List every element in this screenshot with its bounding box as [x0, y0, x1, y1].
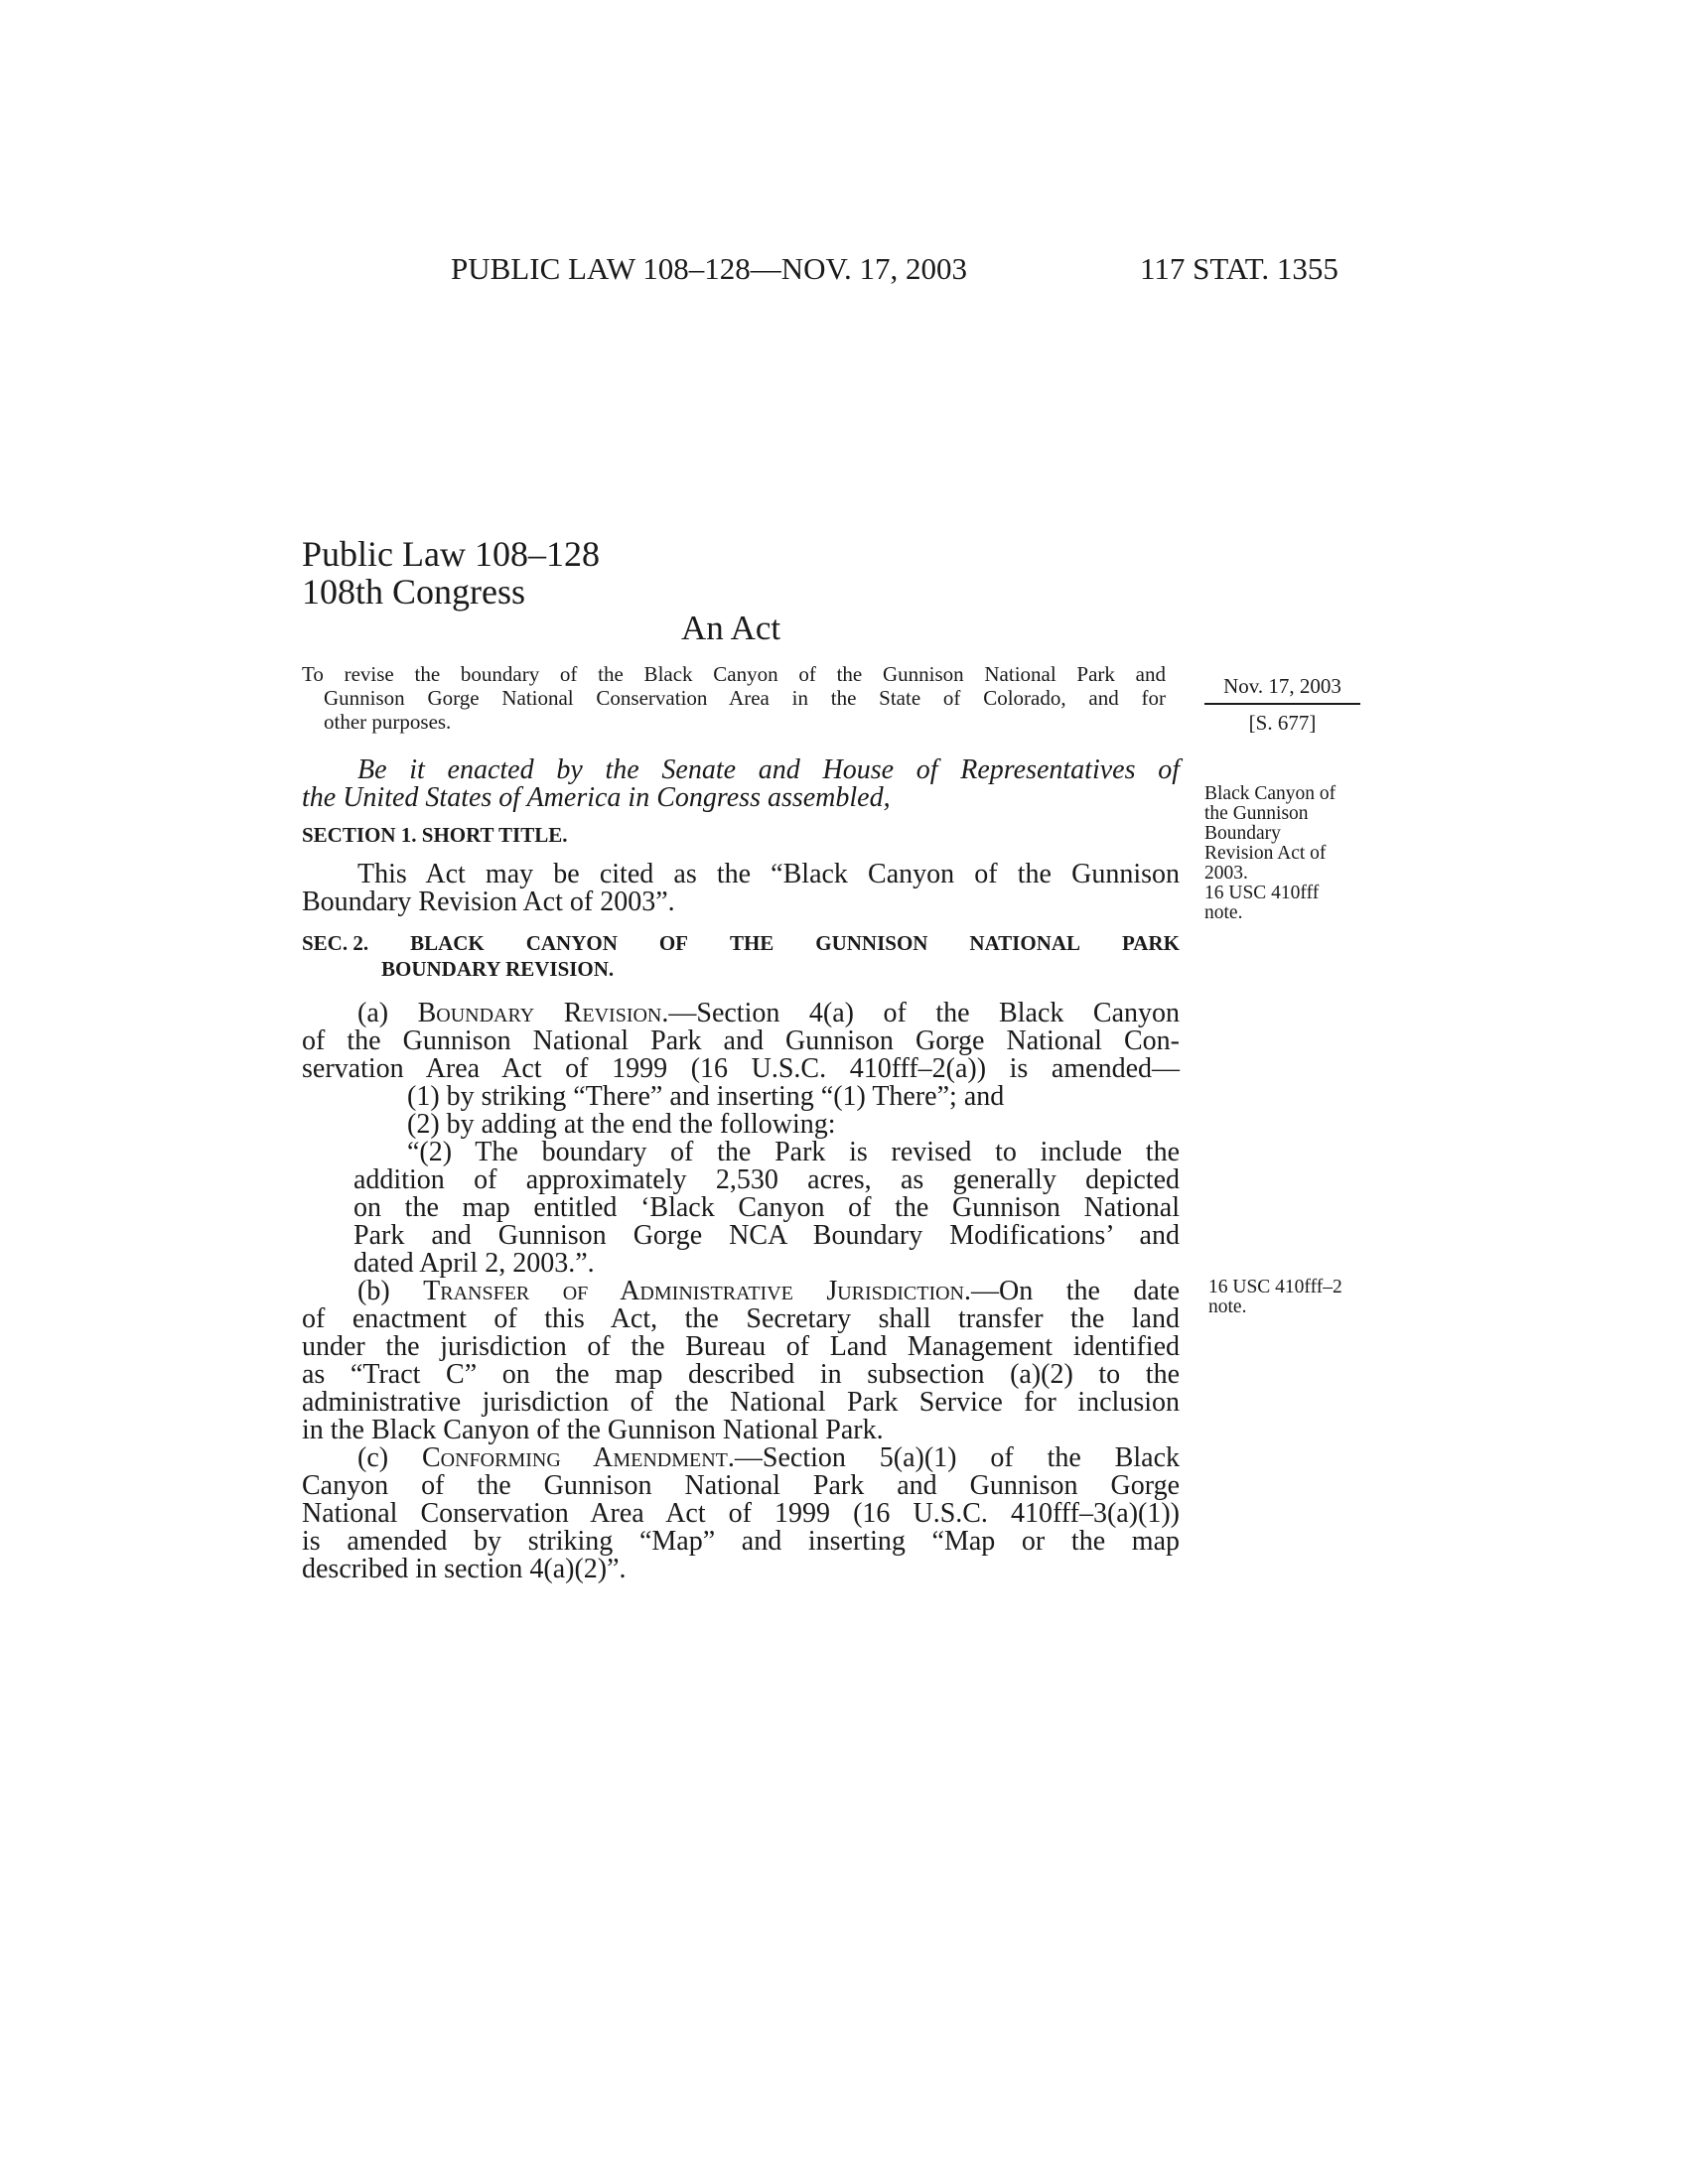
subsection-c-line: National Conservation Area Act of 1999 (16 U.S.C. 410fff–3(a)(1)) [302, 1498, 1180, 1529]
act-purpose [302, 662, 1166, 734]
subsection-a-label: (a) [357, 998, 418, 1028]
approval-date: Nov. 17, 2003 [1204, 674, 1360, 705]
subsection-b-line: administrative jurisdiction of the National Park Service for inclusion [302, 1387, 1180, 1418]
heading-word: THE [729, 931, 774, 955]
quoted-text-line: “(2) The boundary of the Park is revised to include the [407, 1137, 1180, 1167]
subsection-a-line: of the Gunnison National Park and Gunnison Gorge National Con- [302, 1025, 1180, 1056]
margin-note-line: 16 USC 410fff–2 [1208, 1277, 1342, 1297]
section-1-line: This Act may be cited as the “Black Canyon of the Gunnison [357, 859, 1180, 889]
heading-word: CANYON [525, 931, 618, 955]
subsection-b-text: .—On the date [964, 1276, 1181, 1306]
section-2-heading-cont: BOUNDARY REVISION. [381, 957, 615, 981]
subsection-b-first-line [302, 1278, 1180, 1305]
item-1: (1) by striking “There” and inserting “(1) There”; and [407, 1081, 1005, 1112]
subsection-c-first-line [302, 1444, 1180, 1472]
margin-note-line: note. [1204, 902, 1243, 923]
subsection-c-label: (c) [357, 1442, 422, 1473]
public-law-number: Public Law 108–128 [302, 534, 600, 574]
subsection-b-line: in the Black Canyon of the Gunnison National Park. [302, 1415, 884, 1445]
subsection-c-heading: Conforming Amendment [421, 1442, 728, 1473]
heading-word: NATIONAL [969, 931, 1081, 955]
margin-note-line: Black Canyon of [1204, 783, 1336, 804]
purpose-line: other purposes. [324, 710, 452, 734]
subsection-b-line: as “Tract C” on the map described in subsection (a)(2) to the [302, 1359, 1180, 1390]
quoted-text-line: addition of approximately 2,530 acres, as generally depicted [353, 1164, 1180, 1195]
heading-word: BLACK [410, 931, 485, 955]
margin-note-line: note. [1208, 1297, 1247, 1317]
section-1-line: Boundary Revision Act of 2003”. [302, 887, 675, 917]
section-2-body [302, 1000, 1180, 1583]
subsection-c-line: described in section 4(a)(2)”. [302, 1554, 627, 1584]
enacting-clause [302, 756, 1180, 812]
quoted-text-line: on the map entitled ‘Black Canyon of the Gunnison National [353, 1192, 1180, 1223]
subsection-b-line: under the jurisdiction of the Bureau of Land Management identified [302, 1331, 1180, 1362]
heading-word: OF [658, 931, 688, 955]
heading-word: PARK [1121, 931, 1180, 955]
margin-note-line: Boundary [1204, 823, 1281, 844]
heading-word: SEC. 2. [302, 931, 369, 955]
enacting-line: the United States of America in Congress assembled, [302, 782, 891, 813]
subsection-a-line: servation Area Act of 1999 (16 U.S.C. 410fff–2(a)) is amended— [302, 1053, 1180, 1084]
margin-note-transfer [1208, 1278, 1387, 1317]
subsection-b-line: of enactment of this Act, the Secretary shall transfer the land [302, 1303, 1180, 1334]
act-heading: An Act [681, 609, 781, 647]
section-1-text [302, 861, 1180, 916]
margin-note-line: the Gunnison [1204, 803, 1309, 824]
bill-number: [S. 677] [1248, 711, 1317, 735]
purpose-line: To revise the boundary of the Black Canyon of the Gunnison National Park and [302, 662, 1166, 686]
margin-note-line: 2003. [1204, 863, 1248, 884]
congress-number: 108th Congress [302, 572, 525, 612]
running-header-page: 117 STAT. 1355 [1140, 251, 1338, 286]
enacting-line: Be it enacted by the Senate and House of Representatives of [357, 754, 1180, 785]
running-header-title: PUBLIC LAW 108–128—NOV. 17, 2003 [451, 251, 967, 286]
subsection-a-text: .—Section 4(a) of the Black Canyon [661, 998, 1180, 1028]
subsection-a-heading: Boundary Revision [417, 998, 662, 1028]
item-2: (2) by adding at the end the following: [407, 1109, 836, 1140]
quoted-text-line: Park and Gunnison Gorge NCA Boundary Modifications’ and [353, 1220, 1180, 1251]
subsection-b-label: (b) [357, 1276, 424, 1306]
margin-note-short-title [1204, 784, 1383, 923]
margin-note-line: 16 USC 410fff [1204, 883, 1320, 903]
margin-note-line: Revision Act of [1204, 843, 1327, 864]
subsection-c-line: is amended by striking “Map” and inserting “Map or the map [302, 1526, 1180, 1557]
subsection-a-first-line [302, 1000, 1180, 1027]
date-box [1204, 674, 1360, 736]
section-1-heading: SECTION 1. SHORT TITLE. [302, 823, 568, 847]
purpose-line: Gunnison Gorge National Conservation Area in the State of Colorado, and for [324, 686, 1166, 710]
section-2-heading [302, 931, 1180, 956]
quoted-text-line: dated April 2, 2003.”. [353, 1248, 595, 1279]
subsection-c-text: .—Section 5(a)(1) of the Black [727, 1442, 1180, 1473]
heading-word: GUNNISON [815, 931, 928, 955]
subsection-b-heading: Transfer of Administrative Jurisdiction [423, 1276, 965, 1306]
subsection-c-line: Canyon of the Gunnison National Park and Gunnison Gorge [302, 1470, 1180, 1501]
